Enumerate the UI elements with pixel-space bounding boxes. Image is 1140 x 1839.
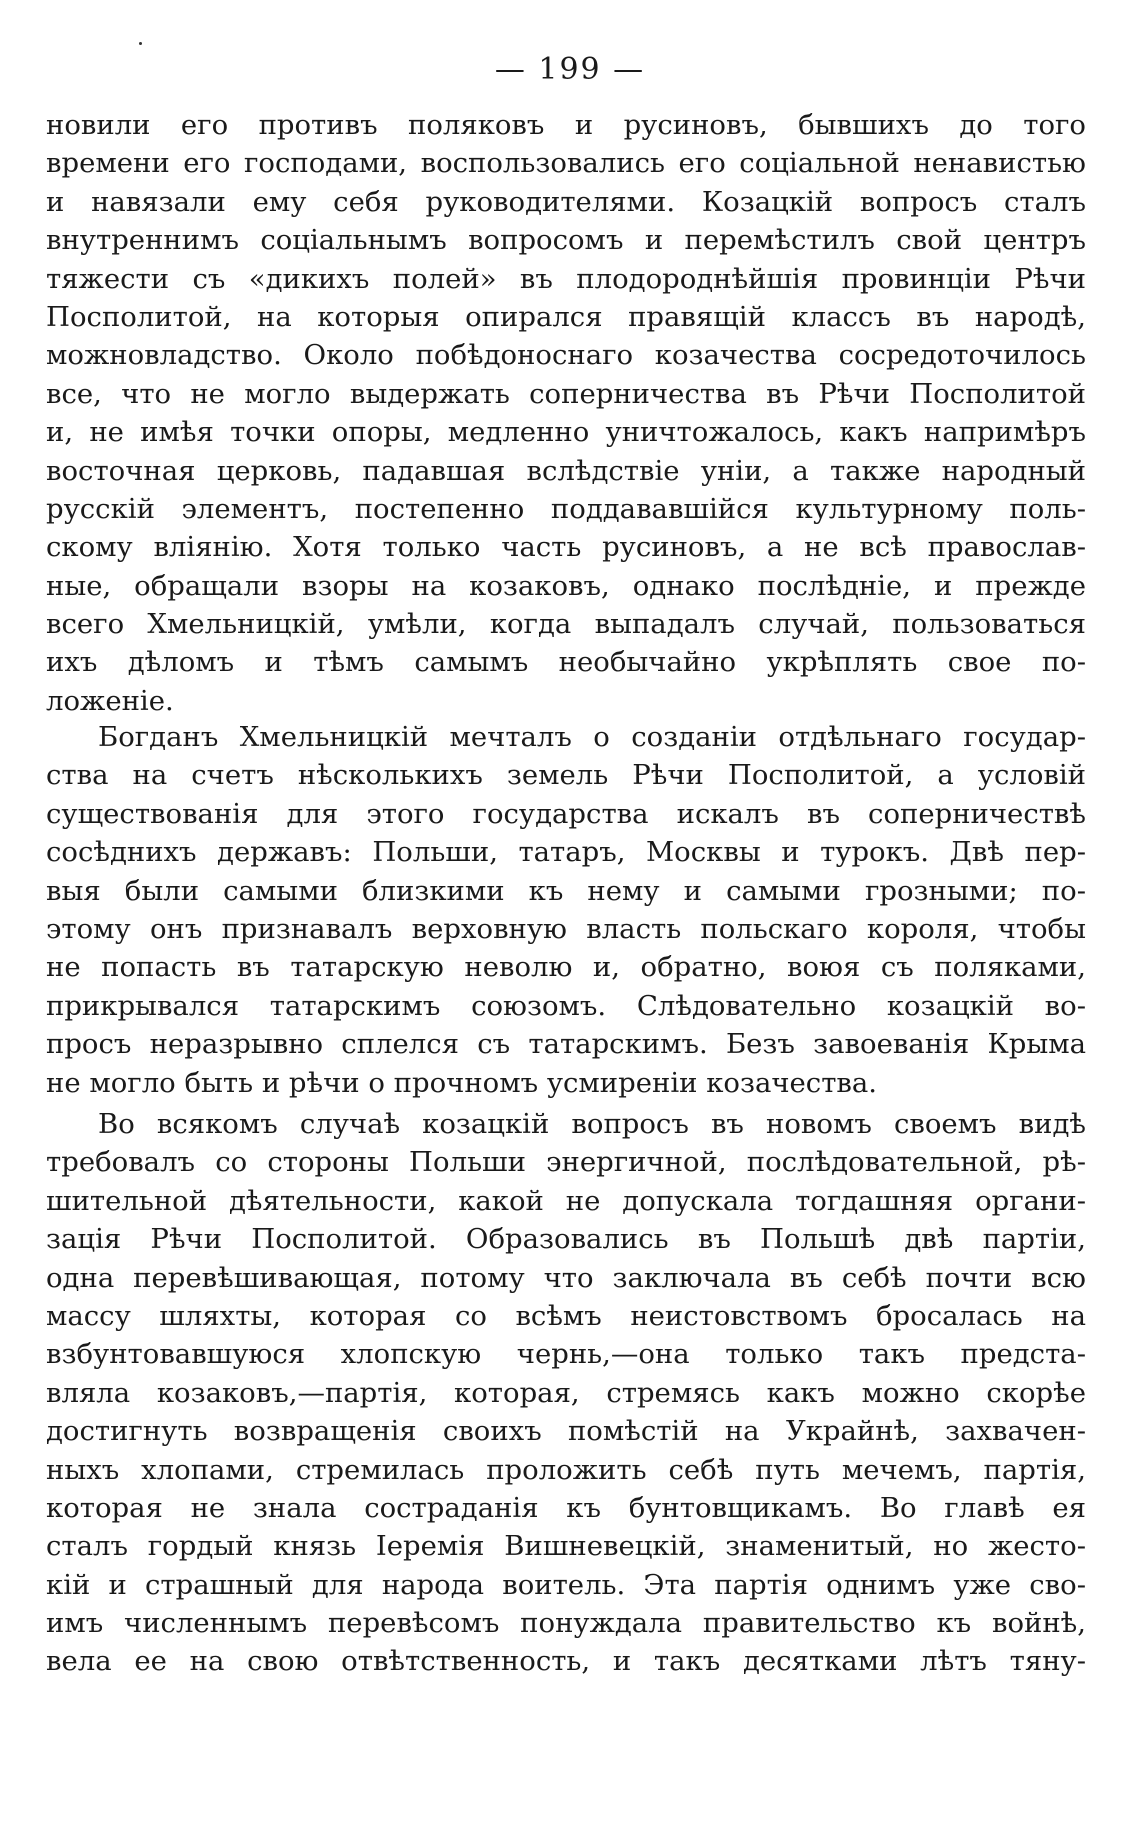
text-line: и, не имѣя точки опоры, медленно уничтожалось, какъ напримѣръ [46,416,1086,449]
text-line: кій и страшный для народа воитель. Эта партія однимъ уже сво- [46,1568,1086,1601]
text-line: Во всякомъ случаѣ козацкій вопросъ въ новомъ своемъ видѣ [98,1108,1086,1140]
text-line: ложеніе. [46,684,174,717]
paragraph-1 [46,106,1086,720]
text-line: массу шляхты, которая со всѣмъ неистовствомъ бросалась на [46,1299,1086,1332]
text-line: восточная церковь, падавшая вслѣдствіе уніи, а также народный [46,454,1086,487]
text-line: сталъ гордый князь Іеремія Вишневецкій, знаменитый, но жесто- [46,1530,1086,1563]
text-line: сосѣднихъ державъ: Польши, татаръ, Москвы и турокъ. Двѣ пер- [46,836,1086,869]
text-line: которая не знала состраданія къ бунтовщикамъ. Во главѣ ея [46,1491,1086,1524]
text-line: этому онъ признавалъ верховную власть польскаго короля, чтобы [46,912,1086,945]
paragraph-3 [46,1105,1086,1681]
text-line: можновладство. Около побѣдоноснаго козачества сосредоточилось [46,339,1086,372]
text-line: тяжести съ «дикихъ полей» въ плодороднѣйшія провинціи Рѣчи [46,262,1086,295]
text-line: не могло быть и рѣчи о прочномъ усмиреніи козачества. [46,1066,878,1099]
text-line: все, что не могло выдержать соперничества въ Рѣчи Посполитой [46,377,1086,410]
text-line: русскій элементъ, постепенно поддававшійся культурному поль- [46,492,1086,525]
text-line: и навязали ему себя руководителями. Козацкій вопросъ сталъ [46,185,1086,218]
text-line: прикрывался татарскимъ союзомъ. Слѣдовательно козацкій во- [46,989,1086,1022]
text-line: существованія для этого государства искалъ въ соперничествѣ [46,797,1086,830]
text-line: всего Хмельницкій, умѣли, когда выпадалъ случай, пользоваться [46,608,1086,641]
page-number: — 199 — [494,52,646,87]
text-line: ныхъ хлопами, стремилась проложить себѣ путь мечемъ, партія, [46,1453,1086,1486]
text-line: новили его противъ поляковъ и русиновъ, бывшихъ до того [46,109,1086,141]
text-line: шительной дѣятельности, какой не допускала тогдашняя органи- [46,1184,1086,1217]
text-line: ихъ дѣломъ и тѣмъ самымъ необычайно укрѣплять свое по- [46,646,1086,679]
text-line: внутреннимъ соціальнымъ вопросомъ и перемѣстилъ свой центръ [46,224,1086,257]
text-line: времени его господами, воспользовались его соціальной ненавистью [46,147,1086,180]
text-line: взбунтовавшуюся хлопскую чернь,—она только такъ предста- [46,1338,1086,1371]
text-line: зація Рѣчи Посполитой. Образовались въ Польшѣ двѣ партіи, [46,1223,1086,1256]
text-line: Богданъ Хмельницкій мечталъ о созданіи отдѣльнаго государ- [98,721,1086,753]
text-line: не попасть въ татарскую неволю и, обратно, воюя съ поляками, [46,951,1086,984]
text-line: ства на счетъ нѣсколькихъ земель Рѣчи Посполитой, а условій [46,759,1086,792]
text-line: скому вліянію. Хотя только часть русиновъ, а не всѣ православ- [46,531,1086,564]
text-line: достигнуть возвращенія своихъ помѣстій на Украйнѣ, захвачен- [46,1415,1086,1448]
text-line: требовалъ со стороны Польши энергичной, послѣдовательной, рѣ- [46,1146,1086,1179]
text-line: ные, обращали взоры на козаковъ, однако послѣдніе, и прежде [46,569,1086,602]
text-line: вела ее на свою отвѣтственность, и такъ десятками лѣтъ тяну- [46,1645,1086,1678]
text-line: одна перевѣшивающая, потому что заключала въ себѣ почти всю [46,1261,1086,1294]
text-line: просъ неразрывно сплелся съ татарскимъ. Безъ завоеванія Крыма [46,1028,1086,1061]
text-line: выя были самыми близкими къ нему и самыми грозными; по- [46,874,1086,907]
paragraph-2 [46,718,1086,1102]
text-line: вляла козаковъ,—партія, которая, стремясь какъ можно скорѣе [46,1376,1086,1409]
print-speck [139,42,142,45]
text-line: Посполитой, на которыя опирался правящій классъ въ народѣ, [46,300,1086,333]
text-line: имъ численнымъ перевѣсомъ понуждала правительство къ войнѣ, [46,1607,1086,1640]
